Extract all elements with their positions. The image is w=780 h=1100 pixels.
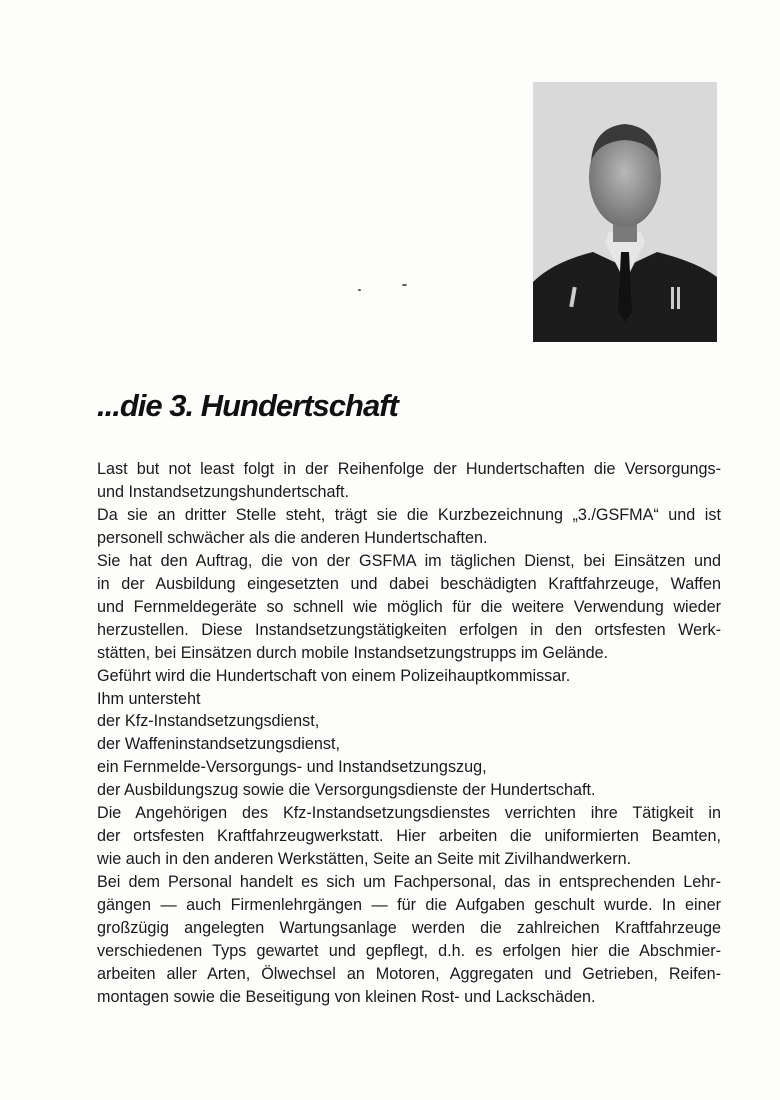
text-line: arbeiten aller Arten, Ölwechsel an Motoren, Aggregaten und Getrieben, Reifen- (97, 964, 721, 983)
text-line: und Fernmeldegeräte so schnell wie möglich für die weitere Verwendung wieder (97, 597, 721, 616)
scan-speck (402, 284, 407, 286)
text-line: Last but not least folgt in der Reihenfolge der Hundertschaften die Versorgungs- (97, 460, 721, 478)
text-line: Sie hat den Auftrag, die von der GSFMA im täglichen Dienst, bei Einsätzen und (97, 551, 721, 570)
text-line: der Kfz-Instandsetzungsdienst, (97, 712, 320, 731)
scan-speck (358, 289, 361, 291)
text-line: ein Fernmelde-Versorgungs- und Instandsetzungszug, (97, 758, 487, 777)
body-text (97, 458, 721, 1009)
text-line: gängen — auch Firmenlehrgängen — für die Aufgaben geschult wurde. In einer (97, 896, 721, 915)
text-line: Da sie an dritter Stelle steht, trägt sie die Kurzbezeichnung „3./GSFMA“ und ist (97, 505, 721, 524)
text-line: Bei dem Personal handelt es sich um Fachpersonal, das in entsprechenden Lehr- (97, 873, 721, 892)
text-line: in der Ausbildung eingesetzten und dabei beschädigten Kraftfahrzeuge, Waffen (97, 574, 721, 593)
text-line: großzügig angelegten Wartungsanlage werden die zahlreichen Kraftfahrzeuge (97, 919, 721, 938)
text-line: der Waffeninstandsetzungsdienst, (97, 735, 340, 754)
text-line: personell schwächer als die anderen Hundertschaften. (97, 528, 488, 547)
text-line: stätten, bei Einsätzen durch mobile Instandsetzungstrupps im Gelände. (97, 643, 609, 662)
text-line: und Instandsetzungshundertschaft. (97, 482, 349, 501)
text-line: der ortsfesten Kraftfahrzeugwerkstatt. Hier arbeiten die uniformierten Beamten, (97, 827, 721, 846)
text-line: der Ausbildungszug sowie die Versorgungsdienste der Hundertschaft. (97, 781, 596, 800)
text-line: montagen sowie die Beseitigung von kleinen Rost- und Lackschäden. (97, 987, 596, 1006)
text-line: wie auch in den anderen Werkstätten, Seite an Seite mit Zivilhandwerkern. (97, 850, 632, 869)
page-title: ...die 3. Hundertschaft (97, 388, 398, 423)
portrait-photo (533, 82, 717, 342)
text-line: herzustellen. Diese Instandsetzungstätigkeiten erfolgen in den ortsfesten Werk- (97, 620, 721, 639)
text-line: verschiedenen Typs gewartet und gepflegt, d.h. es erfolgen hier die Abschmier- (97, 942, 721, 961)
text-line: Geführt wird die Hundertschaft von einem Polizeihauptkommissar. (97, 666, 571, 685)
text-line: Die Angehörigen des Kfz-Instandsetzungsdienstes verrichten ihre Tätigkeit in (97, 804, 721, 823)
text-line: Ihm untersteht (97, 689, 201, 708)
